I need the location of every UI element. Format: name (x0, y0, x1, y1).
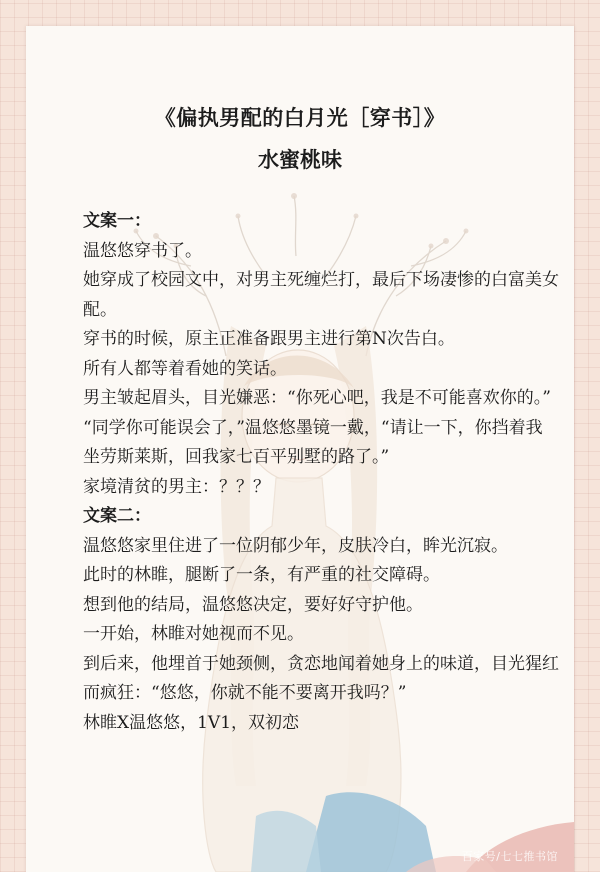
synopsis-one-heading: 文案一： (83, 211, 151, 231)
synopsis-one-line: 穿书的时候，原主正准备跟男主进行第N次告白。 (83, 329, 455, 349)
synopsis-two-line: 一开始，林睢对她视而不见。 (83, 624, 304, 644)
source-watermark: 百家号/七七推书馆 (461, 850, 558, 863)
synopsis-two-heading: 文案二： (83, 506, 151, 526)
synopsis-two-line: 此时的林睢，腿断了一条，有严重的社交障碍。 (83, 565, 440, 585)
synopsis-body (83, 207, 559, 738)
synopsis-one-line: “同学你可能误会了，”温悠悠墨镜一戴，“请让一下，你挡着我坐劳斯莱斯，回我家七百平别墅的路了。” (83, 417, 543, 467)
synopsis-one-line: 男主皱起眉头，目光嫌恶：“你死心吧，我是不可能喜欢你的。” (83, 388, 551, 408)
synopsis-two-line: 到后来，他埋首于她颈侧，贪恋地闻着她身上的味道，目光猩红而疯狂：“悠悠，你就不能不要离开我吗？” (83, 653, 559, 703)
synopsis-two-line: 林睢X温悠悠，1V1，双初恋 (83, 712, 300, 733)
synopsis-one-line: 所有人都等着看她的笑话。 (83, 358, 287, 379)
document-page (26, 26, 574, 872)
synopsis-one-line: 她穿成了校园文中，对男主死缠烂打，最后下场凄惨的白富美女配。 (83, 270, 559, 320)
book-title: 《偏执男配的白月光［穿书］》 (154, 105, 446, 130)
synopsis-one-line: 家境清贫的男主：？？？ (83, 476, 270, 497)
synopsis-two-line: 想到他的结局，温悠悠决定，要好好守护他。 (83, 594, 423, 615)
book-author: 水蜜桃味 (258, 147, 342, 172)
synopsis-one-line: 温悠悠穿书了。 (83, 240, 202, 261)
synopsis-two-line: 温悠悠家里住进了一位阴郁少年，皮肤冷白，眸光沉寂。 (83, 535, 508, 556)
